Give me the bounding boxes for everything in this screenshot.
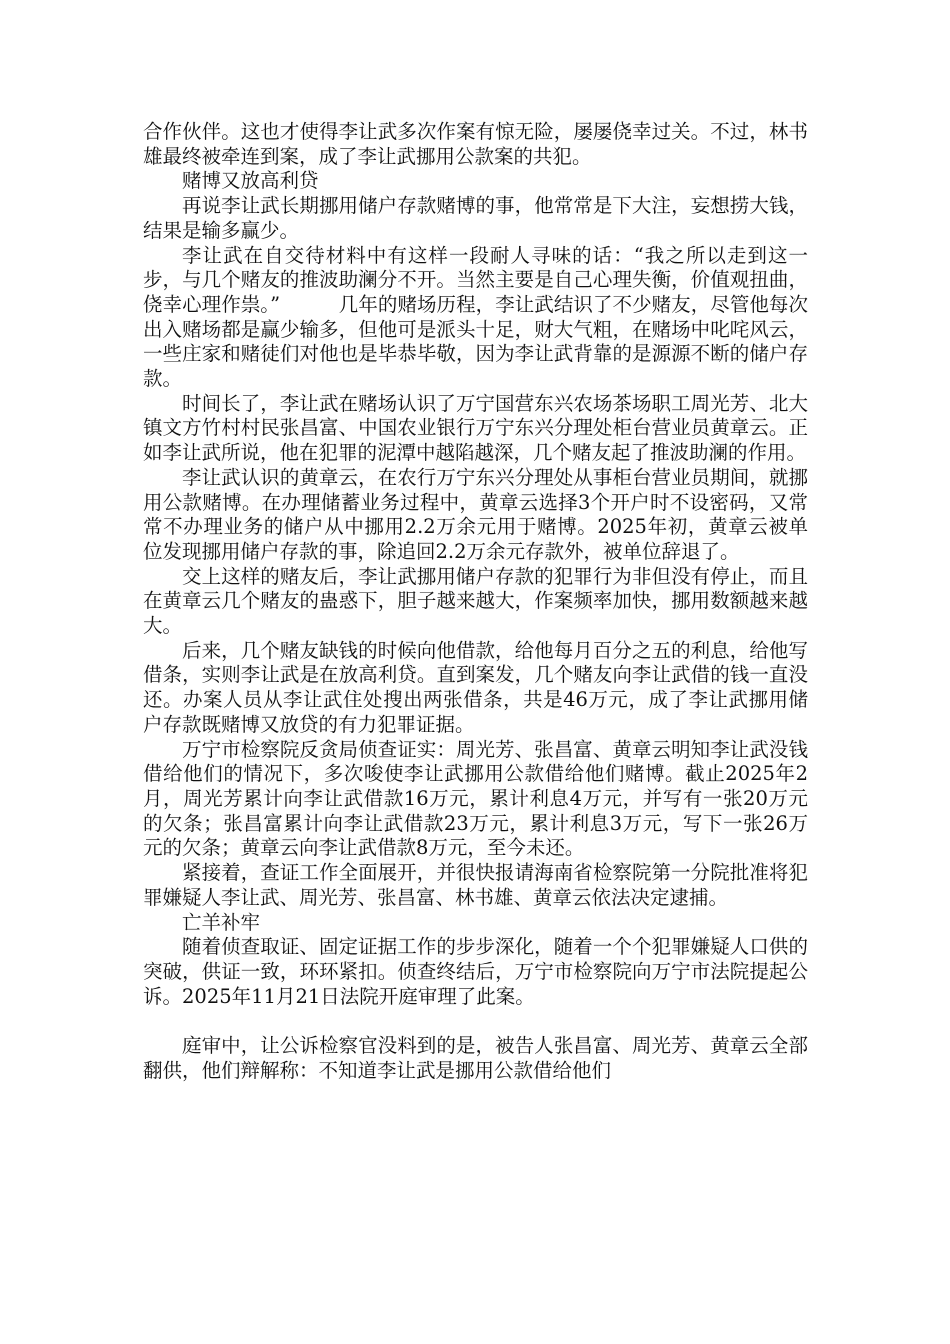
paragraph: 交上这样的赌友后，李让武挪用储户存款的犯罪行为非但没有停止，而且在黄章云几个赌友的蛊惑下，胆子越来越大，作案频率加快，挪用数额越来越大。 [143,564,808,638]
paragraph: 后来，几个赌友缺钱的时候向他借款，给他每月百分之五的利息，给他写借条，实则李让武是在放高利贷。直到案发，几个赌友向李让武借的钱一直没还。办案人员从李让武住处搜出两张借条，共是46万元，成了李让武挪用储户存款既赌博又放贷的有力犯罪证据。 [143,638,808,736]
section-heading-gambling: 赌博又放高利贷 [182,169,319,193]
paragraph: 随着侦查取证、固定证据工作的步步深化，随着一个个犯罪嫌疑人口供的突破，供证一致，环环紧扣。侦查终结后，万宁市检察院向万宁市法院提起公诉。2025年11月21日法院开庭审理了此案。 [143,935,808,1008]
paragraph: 时间长了，李让武在赌场认识了万宁国营东兴农场茶场职工周光芳、北大镇文方竹村村民张昌富、中国农业银行万宁东兴分理处柜台营业员黄章云。正如李让武所说，他在犯罪的泥潭中越陷越深，几个赌友起了推波助澜的作用。 [143,391,808,465]
paragraph: 李让武认识的黄章云，在农行万宁东兴分理处从事柜台营业员期间，就挪用公款赌博。在办理储蓄业务过程中，黄章云选择3个开户时不设密码，又常常不办理业务的储户从中挪用2.2万余元用于赌博。2025年初，黄章云被单位发现挪用储户存款的事，除追回2.2万余元存款外，被单位辞退了。 [143,465,808,563]
paragraph: 万宁市检察院反贪局侦查证实：周光芳、张昌富、黄章云明知李让武没钱借给他们的情况下，多次唆使李让武挪用公款借给他们赌博。截止2025年2月，周光芳累计向李让武借款16万元，累计利息4万元，并写有一张20万元的欠条；张昌富累计向李让武借款23万元，累计利息3万元，写下一张26万元的欠条；黄章云向李让武借款8万元，至今未还。 [143,737,808,860]
paragraph: 再说李让武长期挪用储户存款赌博的事，他常常是下大注，妄想捞大钱，结果是输多赢少。 [143,194,808,242]
paragraph: 庭审中，让公诉检察官没料到的是，被告人张昌富、周光芳、黄章云全部翻供，他们辩解称：不知道李让武是挪用公款借给他们 [143,1034,808,1082]
paragraph-continuation: 合作伙伴。这也才使得李让武多次作案有惊无险，屡屡侥幸过关。不过，林书雄最终被牵连到案，成了李让武挪用公款案的共犯。 [143,120,808,168]
paragraph: 紧接着，查证工作全面展开，并很快报请海南省检察院第一分院批准将犯罪嫌疑人李让武、周光芳、张昌富、林书雄、黄章云依法决定逮捕。 [143,861,808,909]
document-body [143,120,808,1083]
paragraph: 李让武在自交待材料中有这样一段耐人寻味的话：“我之所以走到这一步，与几个赌友的推波助澜分不开。当然主要是自己心理失衡，价值观扭曲，侥幸心理作祟。” 几年的赌场历程，李让武结识了不少赌友，尽管他每次出入赌场都是赢少输多，但他可是派头十足，财大气粗，在赌场中叱咤风云，一些庄家和赌徒们对他也是毕恭毕敬，因为李让武背靠的是源源不断的储户存款。 [143,243,808,391]
blank-line [143,1009,808,1034]
section-heading-remedy: 亡羊补牢 [182,910,261,934]
